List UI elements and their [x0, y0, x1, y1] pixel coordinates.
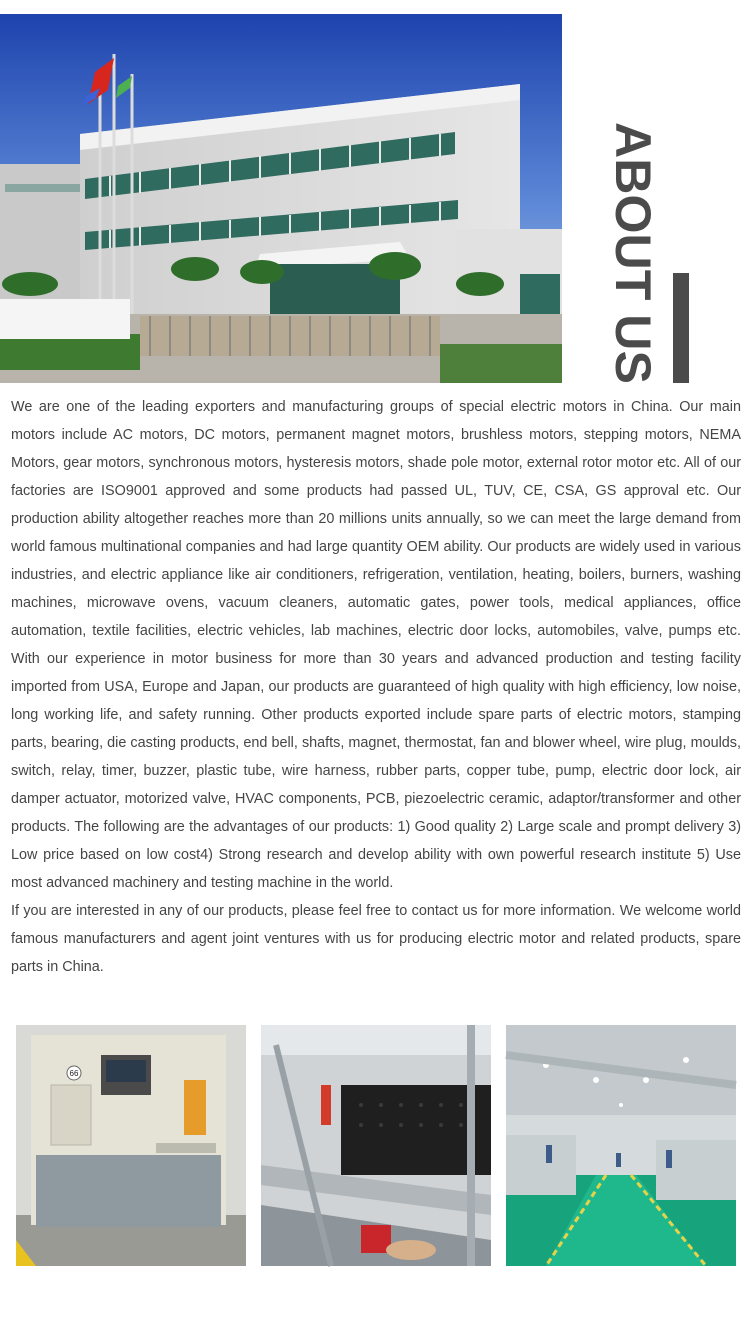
assembly-line-photo [261, 1025, 491, 1266]
description-paragraph: We are one of the leading exporters and manufacturing groups of special electric motors in China. Our main motors include AC motors, DC motors, permanent magnet motors, brushless motors, stepping motors, NEMA Motors, gear motors, synchronous motors, hysteresis motors, shade pole motor, external rotor motor etc. All of our factories are ISO9001 approved and some products had passed UL, TUV, CE, CSA, GS approval etc. Our production ability altogether reaches more than 20 millions units annually, so we can meet the large demand from world famous multinational companies and had large quantity OEM ability. Our products are widely used in various industries, and electric appliance like air conditioners, refrigeration, ventilation, heating, boilers, burners, washing machines, microwave ovens, vacuum cleaners, automatic gates, power tools, medical appliances, office automation, textile facilities, electric vehicles, lab machines, electric door locks, automobiles, valve, pumps etc. With our experience in motor business for more than 30 years and advanced production and testing facility imported from USA, Europe and Japan, our products are guaranteed of high quality with high efficiency, low noise, long working life, and safety running. Other products exported include spare parts of electric motors, stamping parts, bearing, die casting products, end bell, shafts, magnet, thermostat, fan and blower wheel, wire plug, moulds, switch, relay, timer, buzzer, plastic tube, wire harness, rubber parts, copper tube, pump, electric door lock, air damper actuator, motorized valve, HVAC components, PCB, piezoelectric ceramic, adaptor/transformer and other products. The following are the advantages of our products: 1) Good quality 2) Large scale and prompt delivery 3) Low price based on low cost4) Strong research and develop ability with own powerful research institute 5) Use most advanced machinery and testing machine in the world. [11, 399, 741, 891]
machine-number-label: 66 [69, 1069, 79, 1078]
title-accent-bar [673, 273, 689, 383]
cnc-machine-photo [16, 1025, 246, 1266]
company-description [11, 393, 741, 981]
factory-building-photo [0, 14, 562, 383]
workshop-floor-photo [506, 1025, 736, 1266]
about-us-title [605, 122, 661, 384]
factory-gallery [16, 1025, 736, 1266]
about-us-title-text: ABOUT US [605, 122, 661, 384]
contact-paragraph: If you are interested in any of our products, please feel free to contact us for more information. We welcome world famous manufacturers and agent joint ventures with us for producing electric motor and related products, spare parts in China. [11, 903, 741, 975]
